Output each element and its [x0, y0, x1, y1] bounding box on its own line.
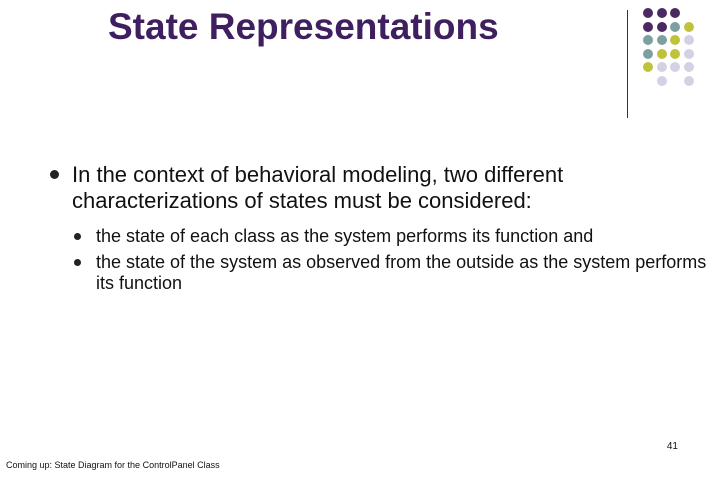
sub-bullet-text: the state of each class as the system performs its function and: [96, 226, 594, 246]
decorative-dot: [643, 22, 653, 32]
decorative-dot: [657, 49, 667, 59]
sub-bullet-list: [48, 226, 708, 294]
sub-bullet-marker-icon: [74, 259, 81, 266]
decorative-dot: [643, 62, 653, 72]
bullet-list: [48, 162, 708, 299]
decorative-dot: [684, 49, 694, 59]
decorative-dot: [657, 62, 667, 72]
decorative-dot: [643, 49, 653, 59]
decorative-dot: [670, 62, 680, 72]
page-number: 41: [666, 441, 678, 452]
decorative-dot: [670, 22, 680, 32]
decorative-dot: [670, 8, 680, 18]
footer-note: Coming up: State Diagram for the ControlPanel Class: [6, 460, 220, 470]
decorative-dot: [684, 35, 694, 45]
bullet-marker-icon: [50, 170, 59, 179]
decorative-dot: [643, 8, 653, 18]
decorative-dot: [657, 8, 667, 18]
decorative-dot: [684, 22, 694, 32]
decorative-dot: [657, 35, 667, 45]
sub-bullet-item: [48, 252, 708, 294]
decorative-dot: [657, 22, 667, 32]
decorative-dot: [643, 35, 653, 45]
decorative-dot: [670, 35, 680, 45]
sub-bullet-marker-icon: [74, 233, 81, 240]
bullet-text: In the context of behavioral modeling, two different characterizations of states must be considered:: [72, 162, 564, 213]
bullet-item: [48, 162, 708, 214]
slide-title: State Representations: [108, 6, 499, 47]
sub-bullet-text: the state of the system as observed from the outside as the system performs its function: [96, 252, 707, 293]
decorative-dot: [670, 49, 680, 59]
decorative-dot: [657, 76, 667, 86]
sub-bullet-item: [48, 226, 708, 247]
decorative-dot: [684, 62, 694, 72]
decorative-dot: [684, 76, 694, 86]
